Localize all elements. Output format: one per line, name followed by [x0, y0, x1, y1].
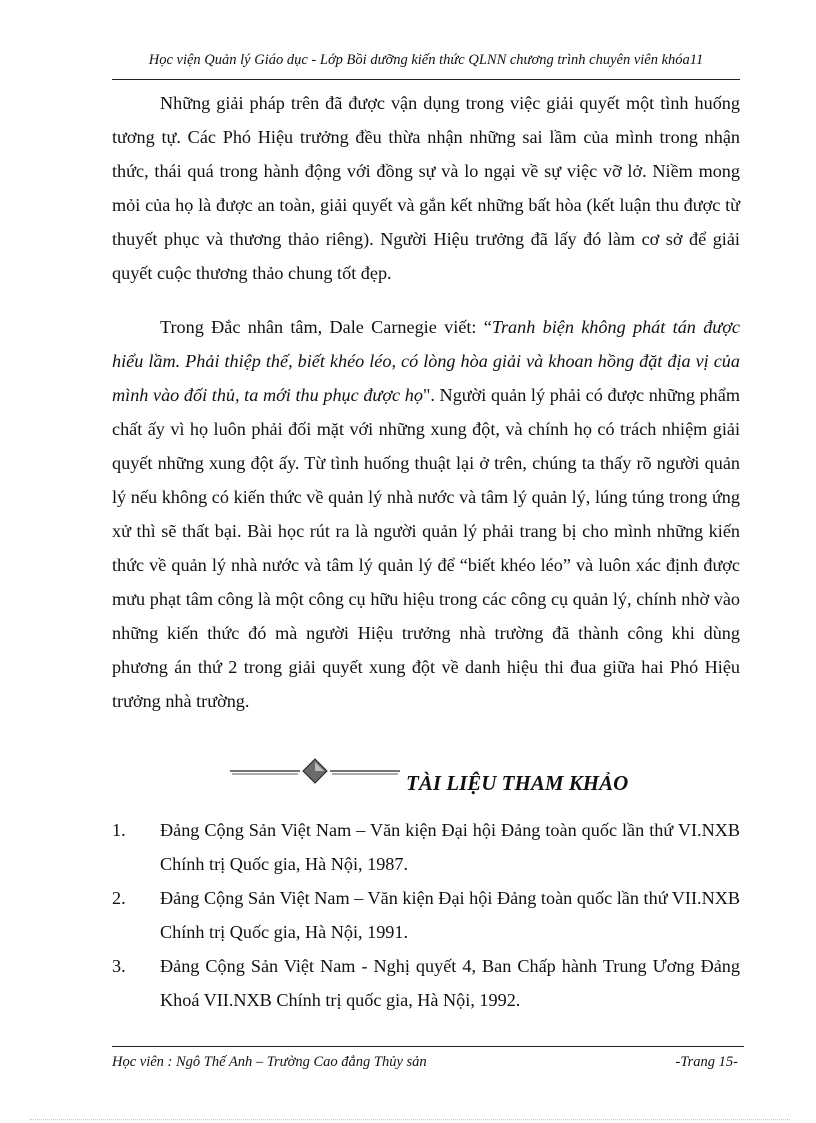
- reference-item: [112, 949, 740, 1017]
- page-number: -Trang 15-: [675, 1054, 738, 1070]
- reference-item: [112, 881, 740, 949]
- reference-text: Đảng Cộng Sản Việt Nam – Văn kiện Đại hội Đảng toàn quốc lần thứ VII.NXB Chính trị Quốc gia, Hà Nội, 1991.: [160, 888, 740, 942]
- footer-author: Học viên : Ngô Thế Anh – Trường Cao đẳng Thủy sản: [112, 1054, 427, 1070]
- reference-item: [112, 813, 740, 881]
- paragraph-1-text: Những giải pháp trên đã được vận dụng trong việc giải quyết một tình huống tương tự. Các Phó Hiệu trưởng đều thừa nhận những sai lầm của mình trong nhận thức, thái quá trong hành động với đồng sự và lo ngại về sự việc vỡ lở. Niềm mong mỏi của họ là được an toàn, giải quyết và gắn kết những bất hòa (kết luận thu được từ thuyết phục và thương thảo riêng). Người Hiệu trưởng đã lấy đó làm cơ sở để giải quyết cuộc thương thảo chung tốt đẹp.: [112, 93, 740, 283]
- reference-number: 2.: [112, 888, 126, 908]
- footer-rule: [112, 1046, 744, 1047]
- carnegie-quote: Tranh biện không phát tán được hiểu lầm. Phải thiệp thế, biết khéo léo, có lòng hòa giải và khoan hồng đặt địa vị của mình vào đối thủ, ta mới thu phục được họ: [112, 317, 740, 405]
- body-paragraph-2: [112, 310, 740, 718]
- paragraph-2-start: Trong Đắc nhân tâm, Dale Carnegie viết: “: [160, 317, 492, 337]
- header-rule: [112, 79, 740, 80]
- section-divider-ornament: [230, 758, 400, 784]
- page-boundary-dots: [30, 1119, 790, 1120]
- reference-number: 3.: [112, 956, 126, 976]
- reference-text: Đảng Cộng Sản Việt Nam - Nghị quyết 4, Ban Chấp hành Trung Ương Đảng Khoá VII.NXB Chính trị quốc gia, Hà Nội, 1992.: [160, 956, 740, 1010]
- references-title: TÀI LIỆU THAM KHẢO: [406, 771, 629, 795]
- reference-number: 1.: [112, 820, 126, 840]
- paragraph-2-rest: ". Người quản lý phải có được những phẩm chất ấy vì họ luôn phải đối mặt với những xung đột, và chính họ có trách nhiệm giải quyết những xung đột ấy. Từ tình huống thuật lại ở trên, chúng ta thấy rõ người quản lý nếu không có kiến thức về quản lý nhà nước và tâm lý quản lý, lúng túng trong ứng xử thì sẽ thất bại. Bài học rút ra là người quản lý phải trang bị cho mình những kiến thức về quản lý nhà nước và tâm lý quản lý để “biết khéo léo” và luôn xác định được mưu phạt tâm công là một công cụ hữu hiệu trong các công cụ quản lý, chính nhờ vào những kiến thức đó mà người Hiệu trưởng nhà trường đã thành công khi dùng phương án thứ 2 trong giải quyết xung đột về danh hiệu thi đua giữa hai Phó Hiệu trưởng nhà trường.: [112, 385, 740, 711]
- running-header: Học viện Quản lý Giáo dục - Lớp Bồi dưỡng kiến thức QLNN chương trình chuyên viên khóa11: [148, 52, 704, 68]
- reference-text: Đảng Cộng Sản Việt Nam – Văn kiện Đại hội Đảng toàn quốc lần thứ VI.NXB Chính trị Quốc gia, Hà Nội, 1987.: [160, 820, 740, 874]
- body-paragraph-1: [112, 86, 740, 290]
